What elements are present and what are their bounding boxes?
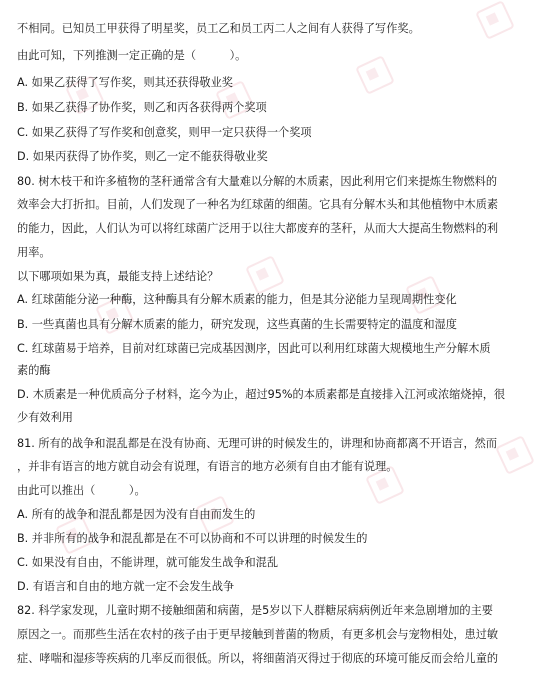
question-82-text: 82. 科学家发现，儿童时期不接触细菌和病菌，是5岁以下人群糖尿病病例近年来急剧增加的主要 (17, 604, 493, 617)
question-stem: 以下哪项如果为真，最能支持上述结论？ (17, 270, 219, 283)
option-b: B. 并非所有的战争和混乱都是在不可以协商和不可以讲理的时候发生的 (17, 532, 368, 545)
option-c: C. 如果乙获得了写作奖和创意奖，则甲一定只获得一个奖项 (17, 126, 312, 139)
question-81-text: ，并非有语言的地方就自动会有说理，有语言的地方必须有自由才能有说理。 (17, 460, 398, 473)
question-80-text: 的能力，因此，人们认为可以将红球菌广泛用于以往大都废弃的茎秆，从而大大提高生物燃料的利 (17, 222, 499, 235)
option-d: 少有效利用 (17, 411, 73, 424)
question-81-text: 81. 所有的战争和混乱都是在没有协商、无理可讲的时候发生的，讲理和协商都离不开语言，然而 (17, 437, 498, 450)
question-82-text: 原因之一。而那些生活在农村的孩子由于更早接触到普菌的物质，有更多机会与宠物相处，患过敏 (17, 628, 499, 641)
option-c: C. 红球菌易于培养，目前对红球菌已完成基因测序，因此可以利用红球菌大规模地生产分解木质 (17, 342, 491, 355)
question-80-text: 效率会大打折扣。目前，人们发现了一种名为红球菌的细菌。它具有分解木头和其他植物中木质素 (17, 198, 499, 211)
question-80-text: 用率。 (17, 246, 51, 259)
option-a: A. 红球菌能分泌一种酶，这种酶具有分解木质素的能力，但是其分泌能力呈现周期性变化 (17, 293, 457, 306)
option-d: D. 有语言和自由的地方就一定不会发生战争 (17, 580, 235, 593)
option-b: B. 如果乙获得了协作奖，则乙和丙各获得两个奖项 (17, 101, 267, 114)
option-d: D. 木质素是一种优质高分子材料，迄今为止，超过95%的本质素都是直接排入江河或浓缩烧掉，很 (17, 388, 506, 401)
option-d: D. 如果丙获得了协作奖，则乙一定不能获得敬业奖 (17, 150, 268, 163)
question-stem: 由此可知，下列推测一定正确的是（ ）。 (17, 49, 247, 62)
option-a: A. 如果乙获得了写作奖，则其还获得敬业奖 (17, 76, 233, 89)
option-c: C. 如果没有自由，不能讲理，就可能发生战争和混乱 (17, 556, 279, 569)
option-a: A. 所有的战争和混乱都是因为没有自由而发生的 (17, 508, 256, 521)
option-b: B. 一些真菌也具有分解木质素的能力，研究发现，这些真菌的生长需要特定的温度和湿度 (17, 318, 457, 331)
question-stem: 由此可以推出（ ）。 (17, 484, 146, 497)
option-c: 素的酶 (17, 364, 51, 377)
text-line: 不相同。已知员工甲获得了明星奖，员工乙和员工丙二人之间有人获得了写作奖。 (17, 22, 420, 35)
question-82-text: 症、哮喘和湿疹等疾病的几率反而很低。所以，将细菌消灭得过于彻底的环境可能反而会给儿童的 (17, 652, 499, 665)
question-80-text: 80. 树木枝干和许多植物的茎秆通常含有大量难以分解的木质素，因此利用它们来提炼生物燃料的 (17, 175, 498, 188)
